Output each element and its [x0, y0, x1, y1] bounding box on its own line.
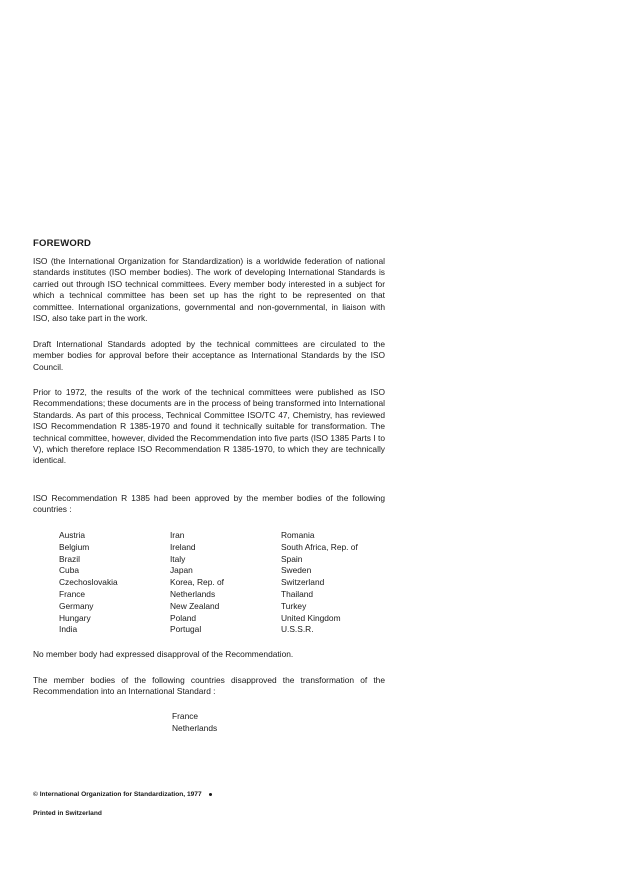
country-item: India [59, 624, 78, 635]
country-item: Iran [169, 530, 185, 540]
country-item: Switzerland [280, 577, 325, 588]
country-item: United Kingdom [280, 612, 341, 623]
country-item: Korea, Rep. of [169, 577, 224, 588]
country-item: Netherlands [172, 722, 218, 733]
country-item: Sweden [280, 565, 312, 576]
country-item: U.S.S.R. [280, 624, 314, 635]
paragraph-prior-1972: Prior to 1972, the results of the work of the technical committees were published as ISO Recommendations; these documents are in the process of being transformed into International Standards. As part of this process, Technical Committee ISO/TC 47, Chemistry, has reviewed ISO Recommendation R 1385-1970 and found it technically suitable for transformation. The technical committee, however, divided the Recommendation into five parts (ISO 1385 Parts I to V), which therefore replace ISO Recommendation R 1385-1970, to which they are technically identical. [33, 387, 385, 466]
paragraph-approval-intro: ISO Recommendation R 1385 had been approved by the member bodies of the following countries : [33, 493, 385, 515]
country-item: Italy [169, 553, 186, 564]
disapproving-countries-list [172, 711, 217, 735]
countries-column-3 [281, 530, 389, 636]
country-item: Belgium [59, 541, 90, 552]
country-item: South Africa, Rep. of [280, 541, 358, 552]
paragraph-disapproval-intro: The member bodies of the following countries disapproved the transformation of the Recommendation into an International Standard : [33, 675, 385, 697]
bullet-icon [209, 793, 212, 796]
printed-in-notice: Printed in Switzerland [33, 810, 102, 817]
country-item: Ireland [169, 541, 196, 552]
countries-column-1 [59, 530, 170, 636]
country-item: Czechoslovakia [59, 577, 118, 588]
country-item: Turkey [280, 600, 307, 611]
copyright-text: © International Organization for Standardization, 1977 [33, 791, 202, 798]
country-item: Japan [169, 565, 193, 576]
foreword-heading: FOREWORD [33, 238, 92, 249]
paragraph-iso-intro: ISO (the International Organization for Standardization) is a worldwide federation of national standards institutes (ISO member bodies). The work of developing International Standards is carried out through ISO technical committees. Every member body interested in a subject for which a technical committee has been set up has the right to be represented on that committee. International organizations, governmental and non-governmental, in liaison with ISO, also take part in the work. [33, 256, 385, 324]
country-item: Romania [280, 530, 315, 540]
country-item: France [59, 588, 86, 599]
country-item: New Zealand [169, 600, 220, 611]
country-item: Thailand [280, 588, 314, 599]
country-item: Germany [59, 600, 94, 611]
country-item: Cuba [59, 565, 80, 576]
paragraph-no-disapproval: No member body had expressed disapproval of the Recommendation. [33, 649, 294, 659]
country-item: Brazil [59, 553, 80, 564]
approving-countries-list [59, 530, 389, 636]
country-item: Portugal [169, 624, 202, 635]
country-item: Hungary [59, 612, 91, 623]
country-item: France [172, 711, 199, 721]
copyright-notice [33, 791, 212, 798]
paragraph-draft-standards: Draft International Standards adopted by the technical committees are circulated to the member bodies for approval before their acceptance as International Standards by the ISO Council. [33, 339, 385, 372]
country-item: Austria [59, 530, 86, 540]
country-item: Spain [280, 553, 303, 564]
country-item: Poland [169, 612, 197, 623]
countries-column-2 [170, 530, 281, 636]
country-item: Netherlands [169, 588, 216, 599]
